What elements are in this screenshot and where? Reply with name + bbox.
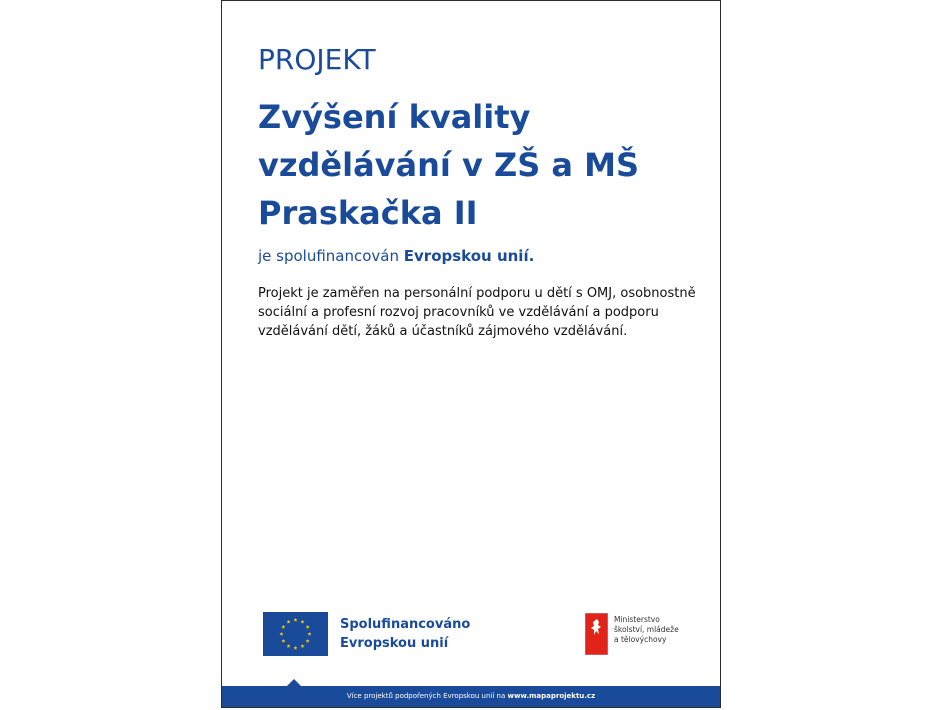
cofinance-statement: [258, 247, 534, 265]
footer-bar: [222, 686, 720, 707]
msmt-emblem-icon: [585, 613, 608, 655]
msmt-emblem-background: [585, 613, 608, 655]
eu-flag-icon: [263, 612, 328, 656]
msmt-label: [614, 615, 679, 645]
footer-text: Více projektů podpořených Evropskou unií na: [346, 692, 508, 700]
cofinance-prefix: je spolufinancován: [258, 247, 404, 265]
footer-url-link[interactable]: www.mapaprojektu.cz: [507, 692, 596, 700]
project-description: Projekt je zaměřen na personální podporu u dětí s OMJ, osobnostně sociální a profesní rozvoj pracovníků ve vzdělávání a podporu vzdělávání dětí, žáků a účastníků zájmového vzdělávání.: [258, 286, 696, 339]
eu-cofinance-label: [340, 615, 470, 653]
msmt-label-line2: školství, mládeže: [614, 625, 679, 634]
poster-page: [221, 0, 721, 708]
poster-title: Zvýšení kvality vzdělávání v ZŠ a MŠ Praskačka II: [258, 98, 640, 232]
eu-label-line2: Evropskou unií: [340, 636, 449, 651]
msmt-label-line1: Ministerstvo: [614, 615, 660, 624]
cofinance-emphasis: Evropskou unií.: [403, 247, 535, 265]
msmt-label-line3: a tělovýchovy: [614, 635, 667, 644]
poster-kicker: PROJEKT: [258, 43, 376, 76]
eu-label-line1: Spolufinancováno: [340, 617, 471, 632]
